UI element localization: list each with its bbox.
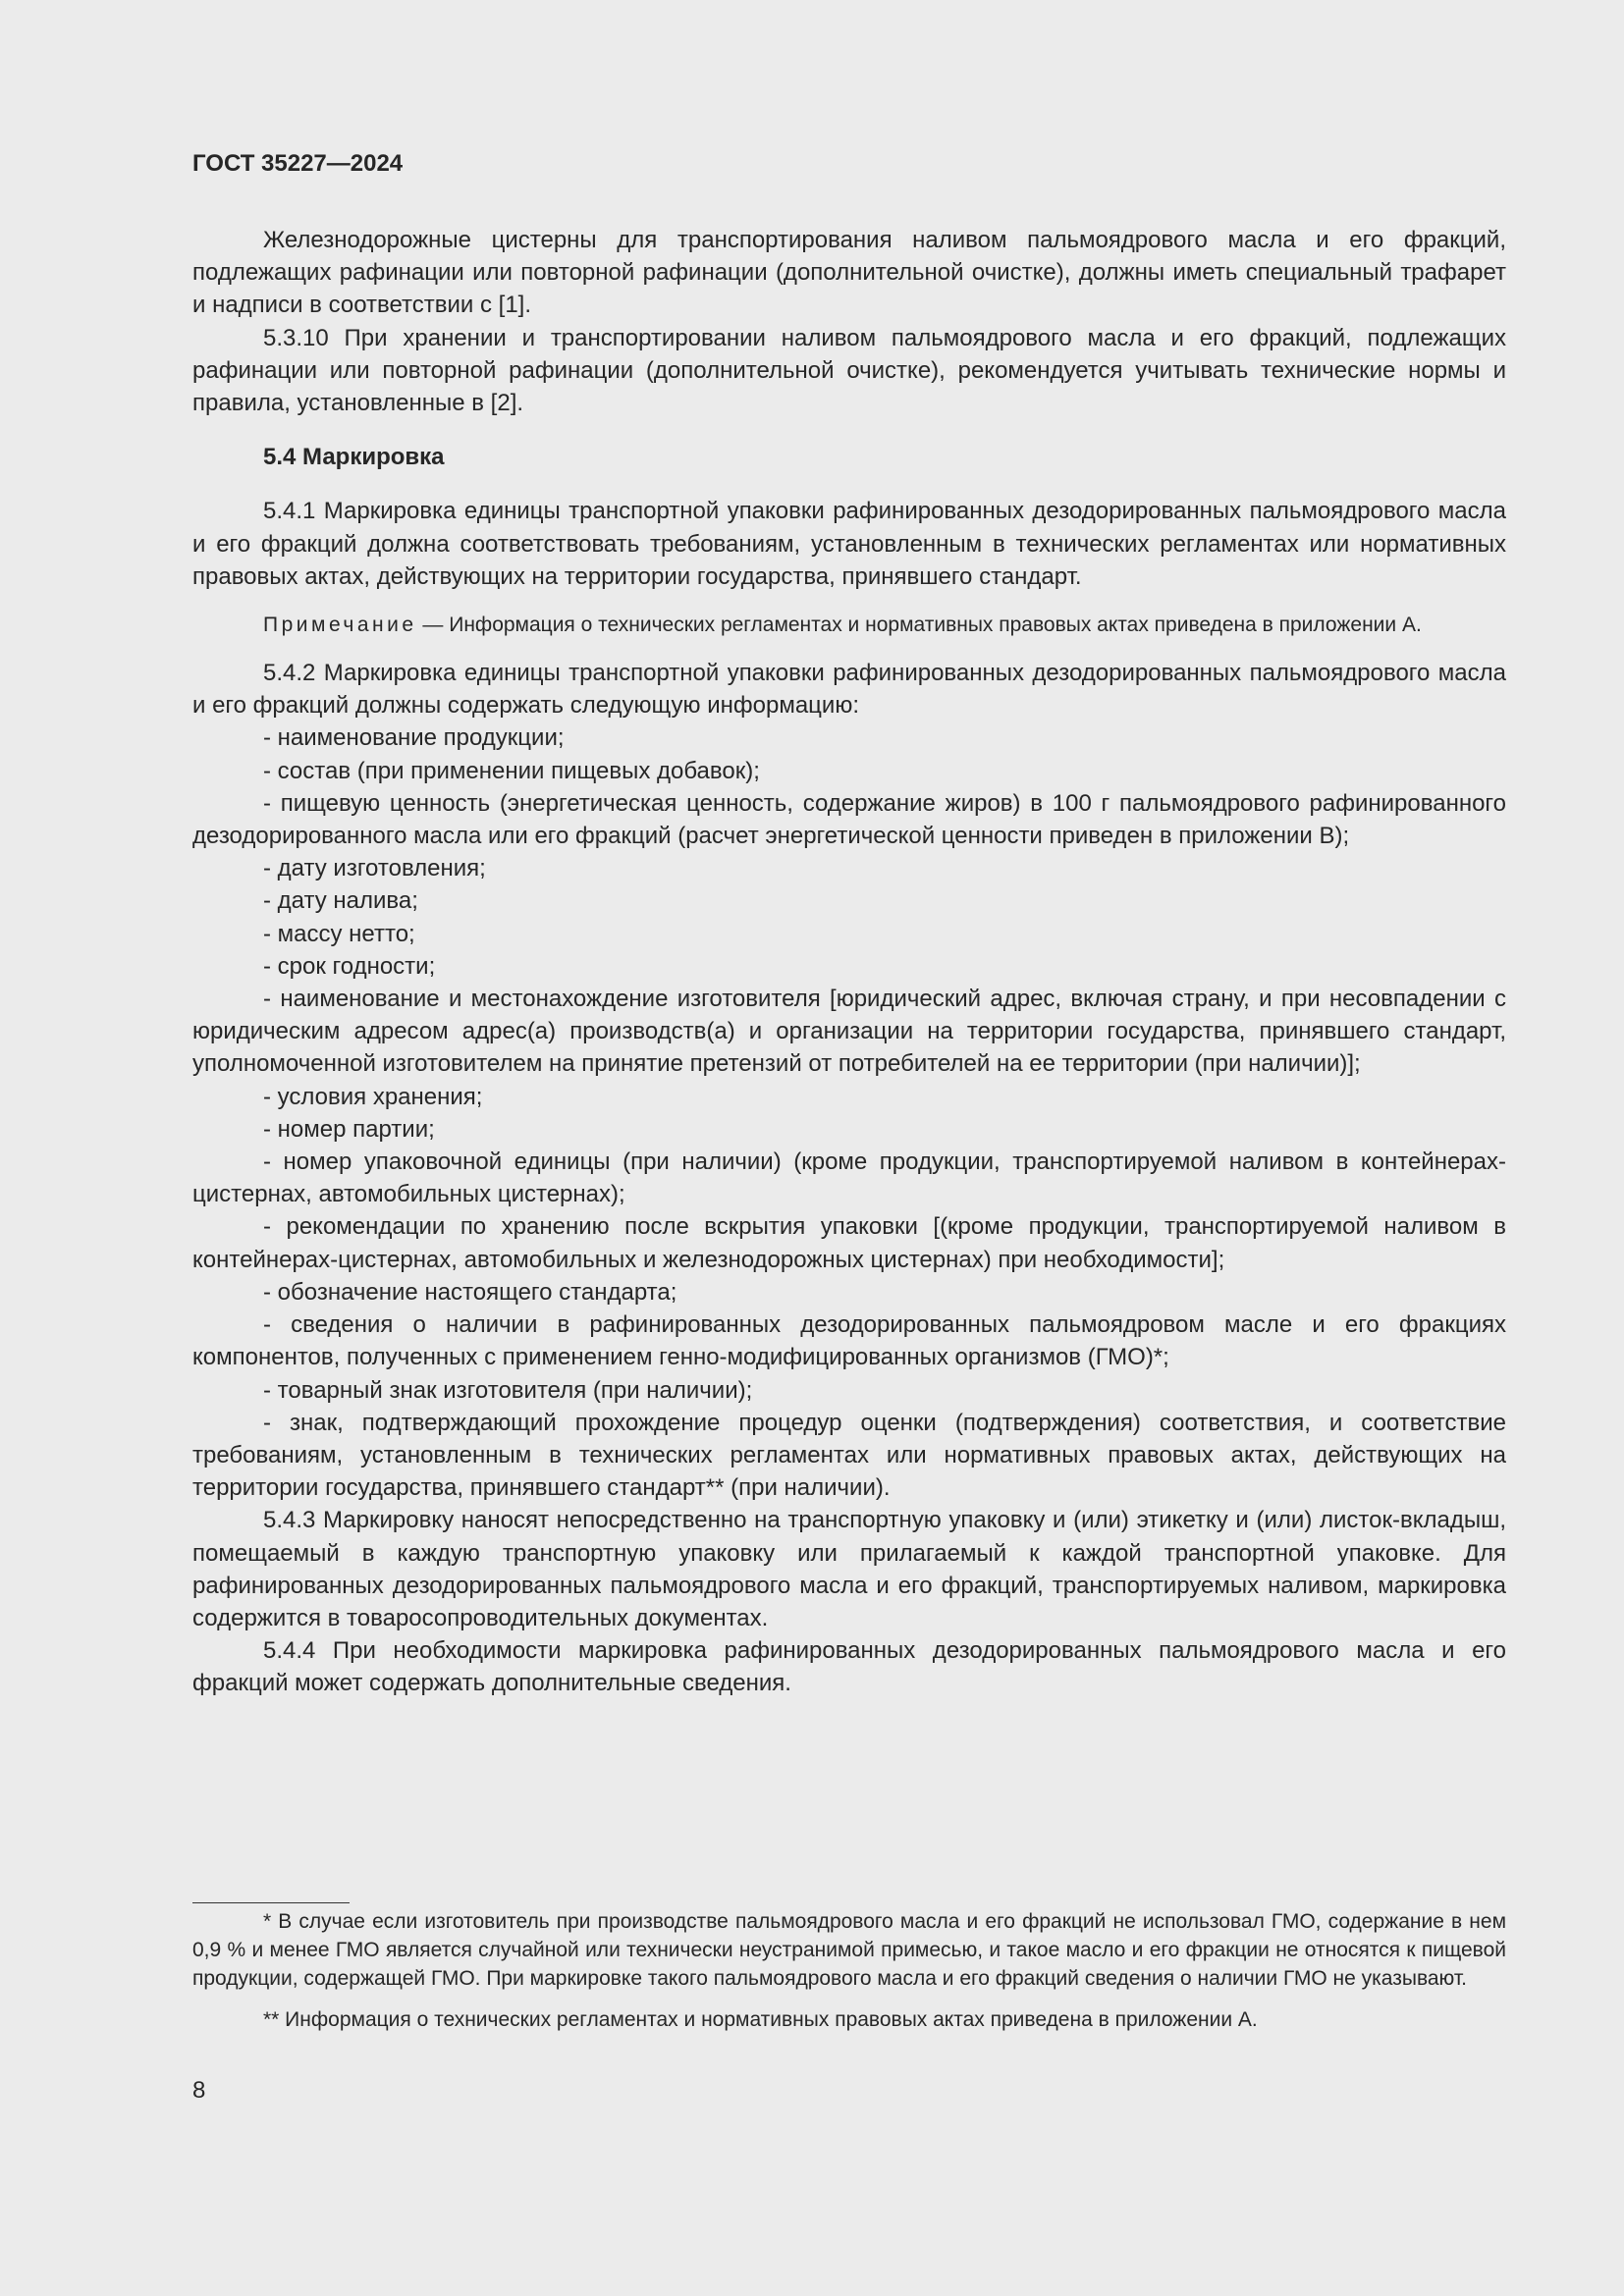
list-item: - дату налива;: [263, 887, 418, 915]
page-number: 8: [192, 2077, 206, 2104]
footnotes: [192, 1907, 1506, 2034]
paragraph-5-4-2: 5.4.2 Маркировка единицы транспортной упаковки рафинированных дезодорированных пальмоядрового масла и его фракций должны содержать следующую информацию:: [192, 660, 1506, 720]
list-item: - обозначение настоящего стандарта;: [263, 1278, 677, 1306]
list-item: - пищевую ценность (энергетическая ценность, содержание жиров) в 100 г пальмоядрового рафинированного дезодорированного масла или его фракций (расчет энергетической ценности приведен в приложении В);: [192, 789, 1506, 850]
section-heading-5-4: 5.4 Маркировка: [263, 444, 445, 471]
main-text: [192, 224, 1506, 1700]
footnote-regulations: ** Информация о технических регламентах и нормативных правовых актах приведена в приложении А.: [263, 2007, 1258, 2031]
list-item: - номер партии;: [263, 1115, 435, 1143]
paragraph-5-4-4: 5.4.4 При необходимости маркировка рафинированных дезодорированных пальмоядрового масла и его фракций может содержать дополнительные сведения.: [192, 1637, 1506, 1697]
footnote-divider: [192, 1902, 350, 1903]
paragraph-railway-tanks: Железнодорожные цистерны для транспортирования наливом пальмоядрового масла и его фракций, подлежащих рафинации или повторной рафинации (дополнительной очистке), должны иметь специальный трафарет и надписи в соответствии с [1].: [192, 227, 1506, 319]
paragraph-5-4-3: 5.4.3 Маркировку наносят непосредственно на транспортную упаковку и (или) этикетку и (или) листок-вкладыш, помещаемый в каждую транспортную упаковку или прилагаемый к каждой транспортной упаковке. Для рафинированных дезодорированных пальмоядрового масла и его фракций, транспортируемых наливом, маркировка содержится в товаросопроводительных документах.: [192, 1507, 1506, 1631]
list-item: - массу нетто;: [263, 920, 415, 947]
list-item: - дату изготовления;: [263, 855, 486, 882]
list-item: - наименование продукции;: [263, 724, 565, 752]
list-item: - сведения о наличии в рафинированных дезодорированных пальмоядровом масле и его фракциях компонентов, полученных с применением генно-модифицированных организмов (ГМО)*;: [192, 1311, 1506, 1371]
note-label: Примечание: [263, 614, 417, 637]
note-text: — Информация о технических регламентах и нормативных правовых актах приведена в приложении А.: [416, 614, 1422, 637]
list-item: - номер упаковочной единицы (при наличии) (кроме продукции, транспортируемой наливом в контейнерах-цистернах, автомобильных цистернах);: [192, 1148, 1506, 1208]
note: [192, 611, 1506, 639]
list-item: - товарный знак изготовителя (при наличии);: [263, 1376, 753, 1404]
footnote-gmo: * В случае если изготовитель при производстве пальмоядрового масла и его фракций не использовал ГМО, содержание в нем 0,9 % и менее ГМО является случайной или технически неустранимой примесью, и такое масло и его фракции не относятся к пищевой продукции, содержащей ГМО. При маркировке такого пальмоядрового масла и его фракций сведения о наличии ГМО не указывают.: [192, 1910, 1506, 1991]
paragraph-5-3-10: 5.3.10 При хранении и транспортировании наливом пальмоядрового масла и его фракций, подлежащих рафинации или повторной рафинации (дополнительной очистке), рекомендуется учитывать технические нормы и правила, установленные в [2].: [192, 324, 1506, 417]
list-item: - наименование и местонахождение изготовителя [юридический адрес, включая страну, и при несовпадении с юридическим адресом адрес(а) производств(а) и организации на территории государства, принявшего стандарт, уполномоченной изготовителем на принятие претензий от потребителей на ее территории (при наличии)];: [192, 986, 1506, 1078]
list-item: - срок годности;: [263, 952, 436, 980]
page-header-doc-id: ГОСТ 35227—2024: [192, 150, 404, 177]
list-item: - состав (при применении пищевых добавок);: [263, 757, 760, 784]
list-item: - знак, подтверждающий прохождение процедур оценки (подтверждения) соответствия, и соответствие требованиям, установленным в технических регламентах или нормативных правовых актах, действующих на территории государства, принявшего стандарт** (при наличии).: [192, 1409, 1506, 1502]
paragraph-5-4-1: 5.4.1 Маркировка единицы транспортной упаковки рафинированных дезодорированных пальмоядрового масла и его фракций должна соответствовать требованиям, установленным в технических регламентах или нормативных правовых актах, действующих на территории государства, принявшего стандарт.: [192, 498, 1506, 590]
list-item: - условия хранения;: [263, 1083, 483, 1110]
list-item: - рекомендации по хранению после вскрытия упаковки [(кроме продукции, транспортируемой наливом в контейнерах-цистернах, автомобильных и железнодорожных цистернах) при необходимости];: [192, 1213, 1506, 1273]
